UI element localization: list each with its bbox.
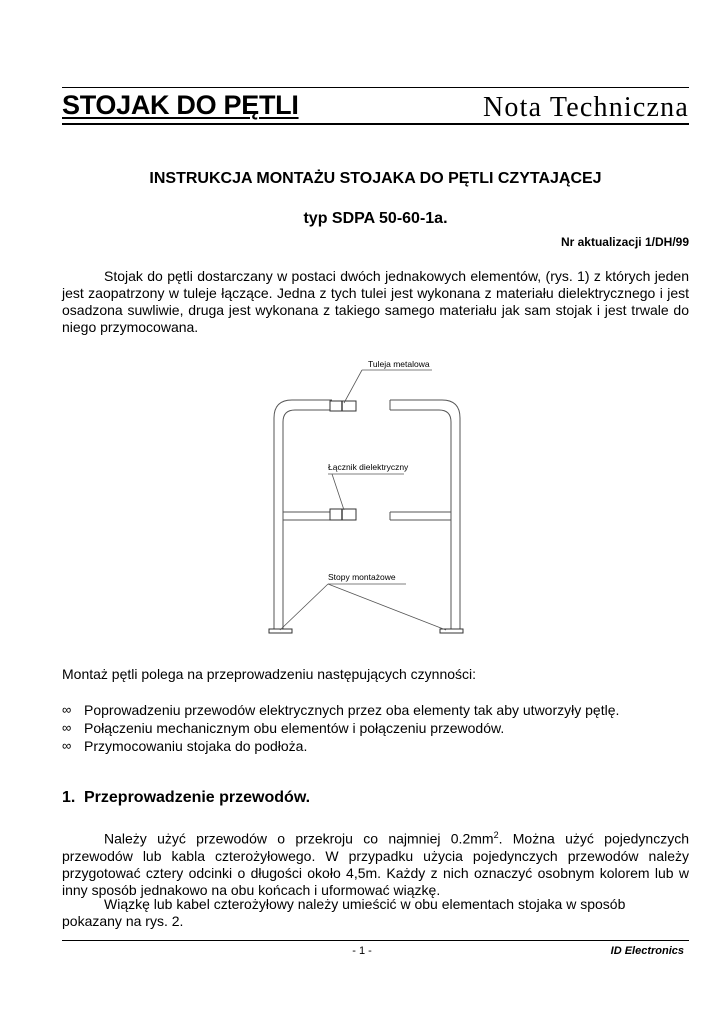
section1-paragraph-2: Wiązkę lub kabel czterożyłowy należy umieścić w obu elementach stojaka w sposób pokazany na rys. 2. [62,896,626,929]
steps-intro: Montaż pętli polega na przeprowadzeniu następujących czynności: [62,666,477,682]
stand-drawing [262,352,472,642]
paragraph-text: Należy użyć przewodów o przekroju co najmniej 0.2mm [104,830,494,847]
step-text: Połączeniu mechanicznym obu elementów i połączeniu przewodów. [84,720,505,736]
header-bottom-rule [62,123,689,125]
lower-sleeve [330,509,356,520]
label-mounting-feet: Stopy montażowe [328,572,396,582]
page-header [62,88,689,122]
list-item [62,719,689,737]
product-title: STOJAK DO PĘTLI [62,90,299,120]
upper-sleeve [330,401,356,411]
stand-figure [262,352,472,642]
paragraph-text: . Można użyć pojedynczych przewodów lub kabla czterożyłowego. W przypadku użycia pojedynczych przewodów należy przygotować cztery odcinki o długości około 4,5m. Każdy z nich oznaczyć osobnym kolorem lub w inny sposób jednakowo na obu końcach i uformować wiązkę. [62,830,689,898]
right-foot [440,629,463,633]
section-number: 1. [62,789,76,806]
footer-rule [62,940,689,941]
bullet-symbol: ∞ [62,702,72,717]
label-dielectric-connector: Łącznik dielektryczny [328,462,409,472]
revision-number: Nr aktualizacji 1/DH/99 [560,235,689,249]
section1-paragraph-1 [62,827,689,899]
step-text: Poprowadzeniu przewodów elektrycznych przez oba elementy tak aby utworzyły pętlę. [84,702,620,718]
superscript: 2 [493,830,499,840]
company-name: ID Electronics [610,945,684,957]
page-number: - 1 - [352,945,372,957]
bullet-symbol: ∞ [62,738,72,753]
list-item [62,737,689,755]
label-metal-sleeve: Tuleja metalowa [368,359,430,369]
section-title: Przeprowadzenie przewodów. [84,789,311,806]
intro-paragraph: Stojak do pętli dostarczany w postaci dwóch jednakowych elementów, (rys. 1) z których jeden jest zaopatrzony w tuleje łączące. Jedna z tych tulei jest wykonana z materiału dielektrycznego i jest osadzona suwliwie, druga jest wykonana z takiego samego materiału jak sam stojak i jest trwale do niego przymocowana. [62,268,689,335]
section-heading [62,789,310,807]
document-heading: INSTRUKCJA MONTAŻU STOJAKA DO PĘTLI CZYTAJĄCEJ [149,170,602,187]
bullet-symbol: ∞ [62,720,72,735]
steps-list [62,701,689,755]
step-text: Przymocowaniu stojaka do podłoża. [84,738,308,754]
document-type: Nota Techniczna [483,92,689,123]
list-item [62,701,689,719]
type-line: typ SDPA 50-60-1a. [303,210,448,227]
